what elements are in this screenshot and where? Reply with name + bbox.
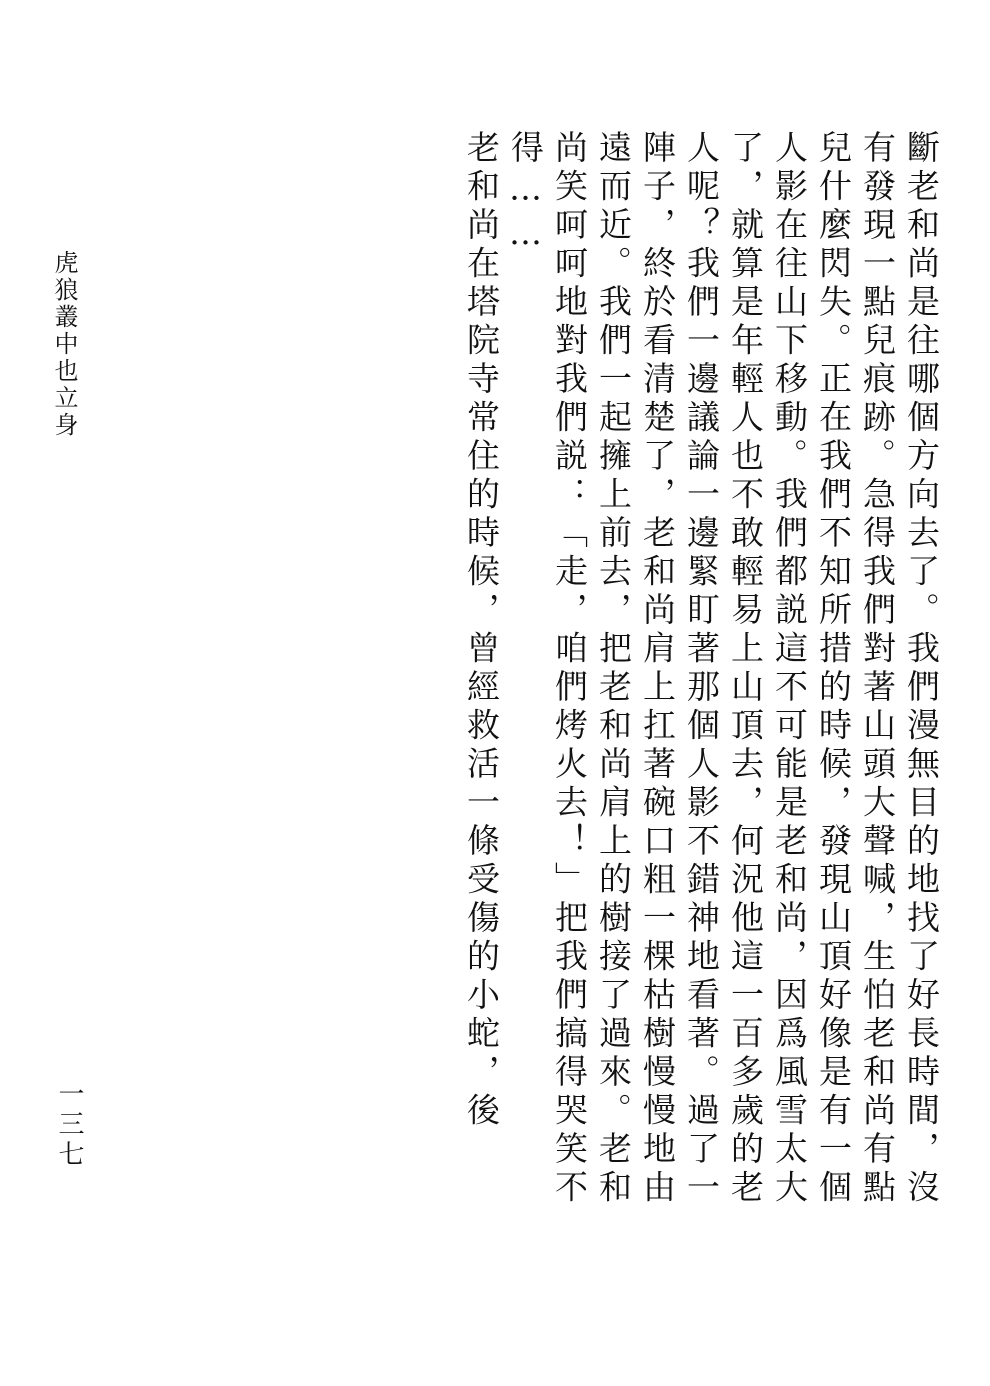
text-column: 斷老和尚是往哪個方向去了。我們漫無目的地找了好長時間，沒 [902,130,941,1208]
text-column: 了，就算是年輕人也不敢輕易上山頂去，何況他這一百多歲的老 [726,130,765,1208]
text-column: 遠而近。我們一起擁上前去，把老和尚肩上的樹接了過來。老和 [594,130,633,1208]
running-head: 虎狼叢中也立身 [50,250,78,439]
text-column: 尚笑呵呵地對我們説：「走，咱們烤火去！」把我們搞得哭笑不 [550,130,589,1208]
text-column: 兒什麼閃失。正在我們不知所措的時候，發現山頂好像是有一個 [814,130,853,1208]
text-column: 得…… [506,130,545,258]
text-column: 陣子，終於看清楚了，老和尚肩上扛著碗口粗一棵枯樹慢慢地由 [638,130,677,1208]
text-column: 有發現一點兒痕跡。急得我們對著山頭大聲喊，生怕老和尚有點 [858,130,897,1208]
text-column: 老和尚在塔院寺常住的時候，曾經救活一條受傷的小蛇，後 [462,130,501,1131]
text-column: 人呢？我們一邊議論一邊緊盯著那個人影不錯神地看著。過了一 [682,130,721,1208]
page-number: 一三七 [54,1080,84,1170]
body-text [454,130,941,1320]
text-column: 人影在往山下移動。我們都説這不可能是老和尚，因爲風雪太大 [770,130,809,1208]
